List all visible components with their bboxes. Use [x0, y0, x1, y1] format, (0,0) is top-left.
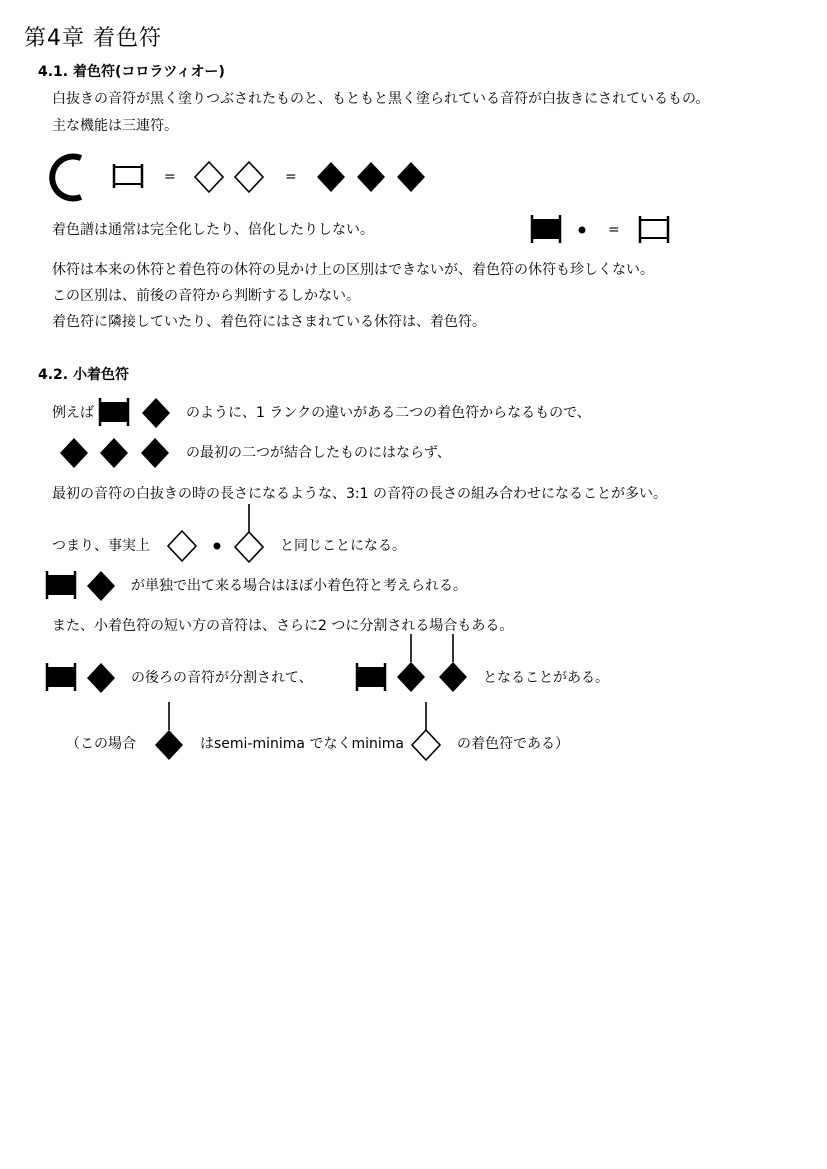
s2-line8-suffix: の着色符である） — [457, 736, 569, 752]
filled-diamond-icon — [84, 661, 118, 695]
minima-open-icon — [409, 698, 443, 762]
s2-line6: また、小着色符の短い方の音符は、さらに2 つに分割される場合もある。 — [52, 618, 514, 634]
s2-line3: 最初の音符の白抜きの時の長さになるような、3:1 の音符の長さの組み合わせになることが多い。 — [52, 486, 667, 502]
s1-line6: 着色符に隣接していたり、着色符にはさまれている休符は、着色符。 — [52, 314, 486, 330]
s2-line7-middle: の後ろの音符が分割されて、 — [131, 670, 313, 686]
s2-line8-middle: はsemi-minima でなくminima — [200, 736, 404, 752]
breve-open-icon — [638, 215, 672, 245]
dot-icon — [211, 540, 223, 552]
s1-line2: 主な機能は三連符。 — [52, 118, 178, 134]
section-4-2-heading: 4.2. 小着色符 — [38, 367, 129, 383]
breve-filled-icon — [98, 398, 132, 428]
s1-line4: 休符は本来の休符と着色符の休符の見かけ上の区別はできないが、着色符の休符も珍しくない。 — [52, 262, 654, 278]
open-diamond-icon — [165, 529, 199, 563]
breve-open-icon — [112, 162, 146, 192]
s1-line3: 着色譜は通常は完全化したり、倍化したりしない。 — [52, 222, 374, 238]
breve-filled-icon — [45, 663, 79, 693]
chapter-title: 第4章 着色符 — [24, 26, 162, 51]
breve-filled-icon — [45, 571, 79, 601]
filled-diamond-icon — [84, 569, 118, 603]
s2-line4-suffix: と同じことになる。 — [280, 538, 406, 554]
filled-diamond-icon — [57, 436, 91, 470]
minima-filled-icon — [152, 698, 186, 762]
s2-line2: の最初の二つが結合したものにはならず、 — [186, 445, 451, 461]
s2-line1-prefix: 例えば — [52, 405, 94, 421]
filled-diamond-icon — [139, 396, 173, 430]
breve-filled-icon — [355, 663, 389, 693]
equals-sign-3: = — [608, 222, 620, 238]
open-diamond-icon — [232, 160, 266, 194]
s2-line7-suffix: となることがある。 — [483, 670, 609, 686]
s2-line5: が単独で出て来る場合はほぼ小着色符と考えられる。 — [131, 578, 467, 594]
equals-sign-1: = — [164, 169, 176, 185]
s2-line4-prefix: つまり、事実上 — [52, 538, 150, 554]
filled-diamond-icon — [354, 160, 388, 194]
breve-filled-icon — [530, 215, 564, 245]
mensuration-c-icon — [40, 150, 100, 210]
filled-diamond-icon — [138, 436, 172, 470]
s1-line1: 白抜きの音符が黒く塗りつぶされたものと、もともと黒く塗られている音符が白抜きにされているもの。 — [52, 91, 710, 107]
filled-diamond-icon — [97, 436, 131, 470]
s2-line8-prefix: （この場合 — [66, 736, 136, 752]
s1-line5: この区別は、前後の音符から判断するしかない。 — [52, 288, 360, 304]
minima-open-icon — [232, 500, 266, 564]
open-diamond-icon — [192, 160, 226, 194]
dot-icon — [576, 224, 588, 236]
minima-filled-icon — [394, 630, 428, 694]
minima-filled-icon — [436, 630, 470, 694]
equals-sign-2: = — [285, 169, 297, 185]
filled-diamond-icon — [394, 160, 428, 194]
filled-diamond-icon — [314, 160, 348, 194]
s2-line1-suffix: のように、1 ランクの違いがある二つの着色符からなるもので、 — [186, 405, 591, 421]
section-4-1-heading: 4.1. 着色符(コロラツィオー) — [38, 64, 225, 80]
